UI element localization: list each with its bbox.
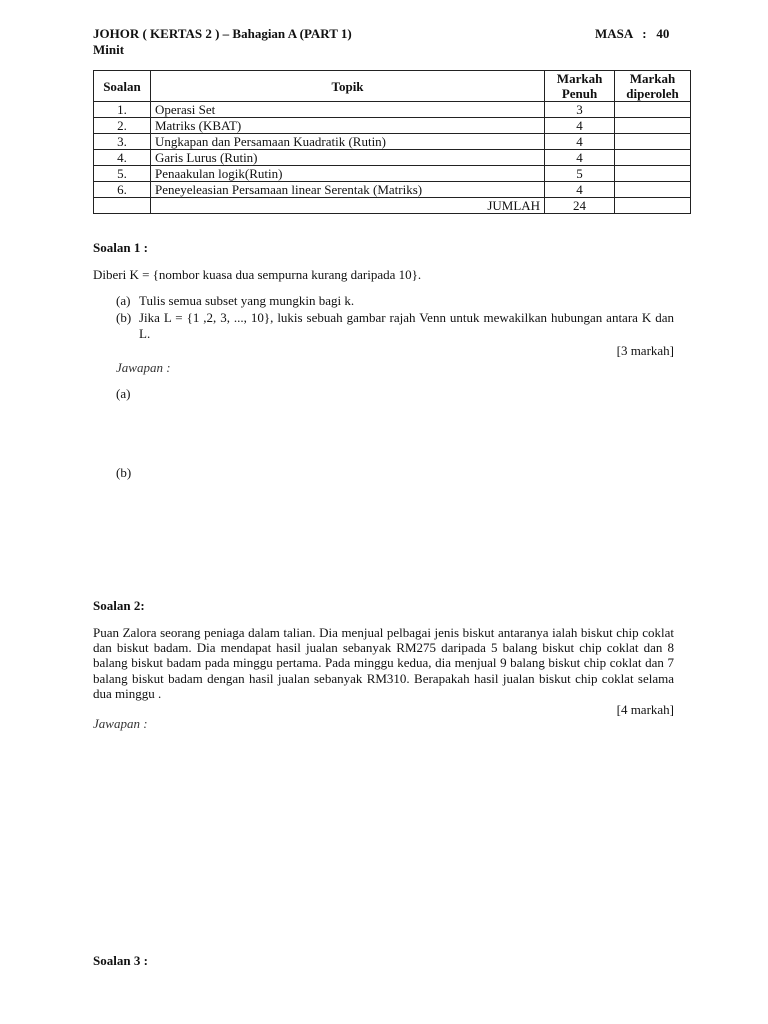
table-header-row bbox=[94, 71, 691, 102]
cell-diperoleh[interactable] bbox=[615, 150, 691, 166]
cell-markah: 4 bbox=[545, 182, 615, 198]
col-header-markah-diperoleh-line1: Markah bbox=[629, 71, 676, 86]
soalan1-intro: Diberi K = {nombor kuasa dua sempurna kurang daripada 10}. bbox=[93, 267, 422, 282]
page-header bbox=[93, 26, 553, 58]
col-header-markah-penuh-line1: Markah bbox=[556, 71, 603, 86]
cell-no: 1. bbox=[94, 102, 151, 118]
cell-no: 3. bbox=[94, 134, 151, 150]
soalan1-jawapan-label: Jawapan : bbox=[116, 360, 171, 375]
cell-no: 5. bbox=[94, 166, 151, 182]
table-row bbox=[94, 134, 691, 150]
header-masa: MASA : 40 bbox=[595, 26, 670, 41]
col-header-markah-penuh-line2: Penuh bbox=[561, 86, 598, 101]
cell-jumlah-value: 24 bbox=[545, 198, 615, 214]
cell-markah: 5 bbox=[545, 166, 615, 182]
soalan1-part-b bbox=[116, 310, 674, 342]
cell-markah: 3 bbox=[545, 102, 615, 118]
cell-diperoleh[interactable] bbox=[615, 118, 691, 134]
soalan2-jawapan-label: Jawapan : bbox=[93, 716, 148, 731]
soalan3-title: Soalan 3 : bbox=[93, 953, 148, 968]
table-total-row bbox=[94, 198, 691, 214]
table-row bbox=[94, 102, 691, 118]
cell-empty bbox=[94, 198, 151, 214]
soalan1-title: Soalan 1 : bbox=[93, 240, 148, 255]
cell-topik: Operasi Set bbox=[150, 102, 544, 118]
table-row bbox=[94, 118, 691, 134]
cell-no: 4. bbox=[94, 150, 151, 166]
cell-diperoleh[interactable] bbox=[615, 182, 691, 198]
table-row bbox=[94, 182, 691, 198]
marks-table bbox=[93, 70, 691, 214]
cell-markah: 4 bbox=[545, 118, 615, 134]
col-header-markah-diperoleh bbox=[615, 71, 691, 102]
soalan1-part-a bbox=[116, 293, 674, 309]
cell-markah: 4 bbox=[545, 150, 615, 166]
cell-diperoleh[interactable] bbox=[615, 102, 691, 118]
cell-topik: Penaakulan logik(Rutin) bbox=[150, 166, 544, 182]
soalan1-answer-b-space[interactable] bbox=[140, 465, 674, 585]
cell-jumlah-label: JUMLAH bbox=[150, 198, 544, 214]
col-header-soalan: Soalan bbox=[94, 71, 151, 102]
header-title: JOHOR ( KERTAS 2 ) – Bahagian A (PART 1) bbox=[93, 26, 352, 41]
cell-no: 2. bbox=[94, 118, 151, 134]
cell-diperoleh[interactable] bbox=[615, 134, 691, 150]
col-header-markah-penuh bbox=[545, 71, 615, 102]
soalan1-part-a-text: Tulis semua subset yang mungkin bagi k. bbox=[139, 293, 355, 308]
table-row bbox=[94, 150, 691, 166]
soalan1-part-b-label: (b) bbox=[116, 310, 132, 325]
soalan1-part-b-text: Jika L = {1 ,2, 3, ..., 10}, lukis sebuah gambar rajah Venn untuk mewakilkan hubungan antara K dan L. bbox=[139, 310, 674, 341]
cell-topik: Garis Lurus (Rutin) bbox=[150, 150, 544, 166]
cell-no: 6. bbox=[94, 182, 151, 198]
cell-topik: Matriks (KBAT) bbox=[150, 118, 544, 134]
soalan1-answer-a-label: (a) bbox=[116, 386, 131, 401]
soalan1-answer-a-space[interactable] bbox=[140, 386, 674, 456]
cell-jumlah-diperoleh[interactable] bbox=[615, 198, 691, 214]
col-header-topik: Topik bbox=[150, 71, 544, 102]
soalan2-title: Soalan 2: bbox=[93, 598, 145, 613]
cell-diperoleh[interactable] bbox=[615, 166, 691, 182]
soalan2-answer-space[interactable] bbox=[93, 735, 674, 935]
soalan2-text: Puan Zalora seorang peniaga dalam talian. Dia menjual pelbagai jenis biskut antaranya ialah biskut chip coklat dan biskut badam. Dia mendapat hasil jualan sebanyak RM275 daripada 5 balang biskut chip coklat dan 8 balang biskut badam pada minggu pertama. Pada minggu kedua, dia menjual 9 balang biskut chip coklat dan 7 balang biskut badam dengan hasil jualan sebanyak RM310. Berapakah hasil jualan biskut chip coklat selama dua minggu . bbox=[93, 625, 674, 701]
col-header-markah-diperoleh-line2: diperoleh bbox=[626, 86, 679, 101]
header-title-continued: Minit bbox=[93, 42, 125, 57]
soalan1-answer-b-label: (b) bbox=[116, 465, 132, 480]
cell-topik: Ungkapan dan Persamaan Kuadratik (Rutin) bbox=[150, 134, 544, 150]
soalan2-markah: [4 markah] bbox=[616, 702, 674, 717]
soalan1-markah: [3 markah] bbox=[616, 343, 674, 358]
cell-topik: Peneyeleasian Persamaan linear Serentak (Matriks) bbox=[150, 182, 544, 198]
cell-markah: 4 bbox=[545, 134, 615, 150]
soalan1-part-a-label: (a) bbox=[116, 293, 131, 308]
table-row bbox=[94, 166, 691, 182]
